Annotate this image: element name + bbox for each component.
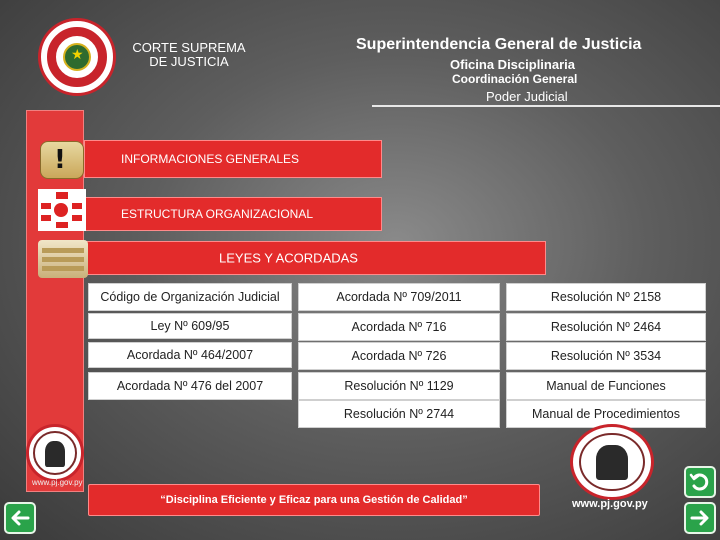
warning-icon[interactable]: !	[40, 141, 84, 179]
website-url[interactable]: www.pj.gov.py	[572, 498, 648, 510]
menu-estructura-label: ESTRUCTURA ORGANIZACIONAL	[121, 207, 314, 221]
books-icon[interactable]	[38, 240, 88, 278]
link-ley-609[interactable]: Ley Nº 609/95	[88, 313, 292, 339]
header-divider	[372, 105, 720, 107]
link-manual-funciones[interactable]: Manual de Funciones	[506, 372, 706, 400]
link-acordada-726[interactable]: Acordada Nº 726	[298, 342, 500, 370]
menu-informaciones-label: INFORMACIONES GENERALES	[121, 152, 300, 166]
arrow-right-icon	[684, 502, 716, 534]
judicial-power-label: Poder Judicial	[486, 89, 568, 104]
court-name-line1: CORTE SUPREMA	[132, 40, 246, 55]
republic-seal-logo: ★	[38, 18, 116, 96]
motto-text: “Disciplina Eficiente y Eficaz para una Gestión de Calidad”	[160, 494, 468, 506]
org-chart-icon[interactable]	[38, 189, 86, 231]
link-codigo-organizacion[interactable]: Código de Organización Judicial	[88, 283, 292, 311]
office-name: Oficina Disciplinaria	[450, 57, 575, 72]
link-resolucion-2464[interactable]: Resolución Nº 2464	[506, 313, 706, 341]
next-button[interactable]	[684, 502, 716, 534]
link-resolucion-2744[interactable]: Resolución Nº 2744	[298, 400, 500, 428]
back-button[interactable]	[4, 502, 36, 534]
motto-banner	[88, 484, 540, 516]
link-acordada-464[interactable]: Acordada Nº 464/2007	[88, 342, 292, 368]
menu-estructura-organizacional[interactable]	[84, 197, 382, 231]
website-url-small: www.pj.gov.py	[32, 478, 83, 487]
link-acordada-716[interactable]: Acordada Nº 716	[298, 313, 500, 341]
menu-informaciones-generales[interactable]	[84, 140, 382, 178]
menu-leyes-acordadas[interactable]	[84, 241, 546, 275]
link-acordada-476[interactable]: Acordada Nº 476 del 2007	[88, 372, 292, 400]
court-name	[120, 41, 258, 69]
page-title: Superintendencia General de Justicia	[356, 36, 642, 53]
link-manual-procedimientos[interactable]: Manual de Procedimientos	[506, 400, 706, 428]
arrow-left-icon	[4, 502, 36, 534]
link-acordada-709[interactable]: Acordada Nº 709/2011	[298, 283, 500, 311]
court-emblem-small	[26, 424, 84, 482]
coordination-name: Coordinación General	[452, 72, 578, 86]
link-resolucion-2158[interactable]: Resolución Nº 2158	[506, 283, 706, 311]
court-emblem-large	[570, 424, 654, 500]
link-resolucion-1129[interactable]: Resolución Nº 1129	[298, 372, 500, 400]
court-name-line2: DE JUSTICIA	[149, 54, 229, 69]
link-resolucion-3534[interactable]: Resolución Nº 3534	[506, 342, 706, 370]
return-icon	[684, 466, 716, 498]
return-button[interactable]	[684, 466, 716, 498]
menu-leyes-label: LEYES Y ACORDADAS	[219, 250, 358, 266]
